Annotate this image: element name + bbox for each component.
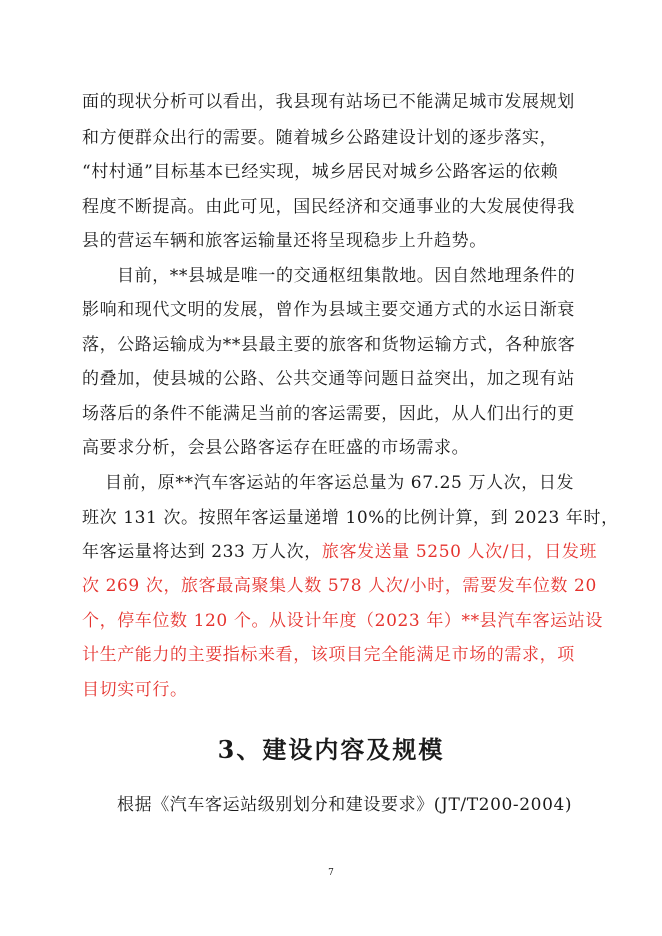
paragraph-3-line-3-highlight: 旅客发送量 5250 人次/日，日发班: [321, 542, 598, 562]
page-number: 7: [328, 868, 334, 878]
paragraph-3-line-1: 目前，原**汽车客运站的年客运总量为 67.25 万人次，日发: [105, 473, 575, 493]
paragraph-3-line-3: [82, 542, 597, 562]
paragraph-2-line-6: 高要求分析，会县公路客运存在旺盛的市场需求。: [82, 438, 470, 458]
paragraph-3-line-2: 班次 131 次。按照年客运量递增 10%的比例计算，到 2023 年时，: [82, 508, 619, 528]
paragraph-2-line-4: 的叠加，使县城的公路、公共交通等问题日益突出，加之现有站: [82, 369, 575, 389]
paragraph-1-line-5: 县的营运车辆和旅客运输量还将呈现稳步上升趋势。: [82, 231, 487, 251]
paragraph-3-line-7-highlight: 目切实可行。: [82, 680, 188, 700]
paragraph-1-line-4: 程度不断提高。由此可见，国民经济和交通事业的大发展使得我: [82, 197, 575, 217]
paragraph-2-line-3: 落，公路运输成为**县最主要的旅客和货物运输方式，各种旅客: [82, 335, 576, 355]
section-heading: 3、建设内容及规模: [217, 735, 445, 764]
paragraph-3-line-4-highlight: 次 269 次，旅客最高聚集人数 578 人次/小时，需要发车位数 20: [82, 576, 597, 596]
paragraph-3-line-6-highlight: 计生产能力的主要指标来看，该项目完全能满足市场的需求，项: [82, 645, 575, 665]
paragraph-2-line-1: 目前，**县城是唯一的交通枢纽集散地。因自然地理条件的: [117, 266, 576, 286]
paragraph-4-line-1: 根据《汽车客运站级别划分和建设要求》(JT/T200-2004): [117, 795, 573, 815]
paragraph-3-line-3-normal: 年客运量将达到 233 万人次，: [82, 542, 322, 562]
paragraph-3-line-5-highlight: 个，停车位数 120 个。从设计年度（2023 年）**县汽车客运站设: [82, 611, 603, 631]
paragraph-1-line-2: 和方便群众出行的需要。随着城乡公路建设计划的逐步落实，: [82, 128, 558, 148]
paragraph-1-line-3: “村村通”目标基本已经实现，城乡居民对城乡公路客运的依赖: [82, 162, 559, 182]
paragraph-2-line-2: 影响和现代文明的发展，曾作为县域主要交通方式的水运日渐衰: [82, 300, 575, 320]
paragraph-1-line-1: 面的现状分析可以看出，我县现有站场已不能满足城市发展规划: [82, 92, 575, 112]
paragraph-2-line-5: 场落后的条件不能满足当前的客运需要，因此，从人们出行的更: [82, 404, 575, 424]
